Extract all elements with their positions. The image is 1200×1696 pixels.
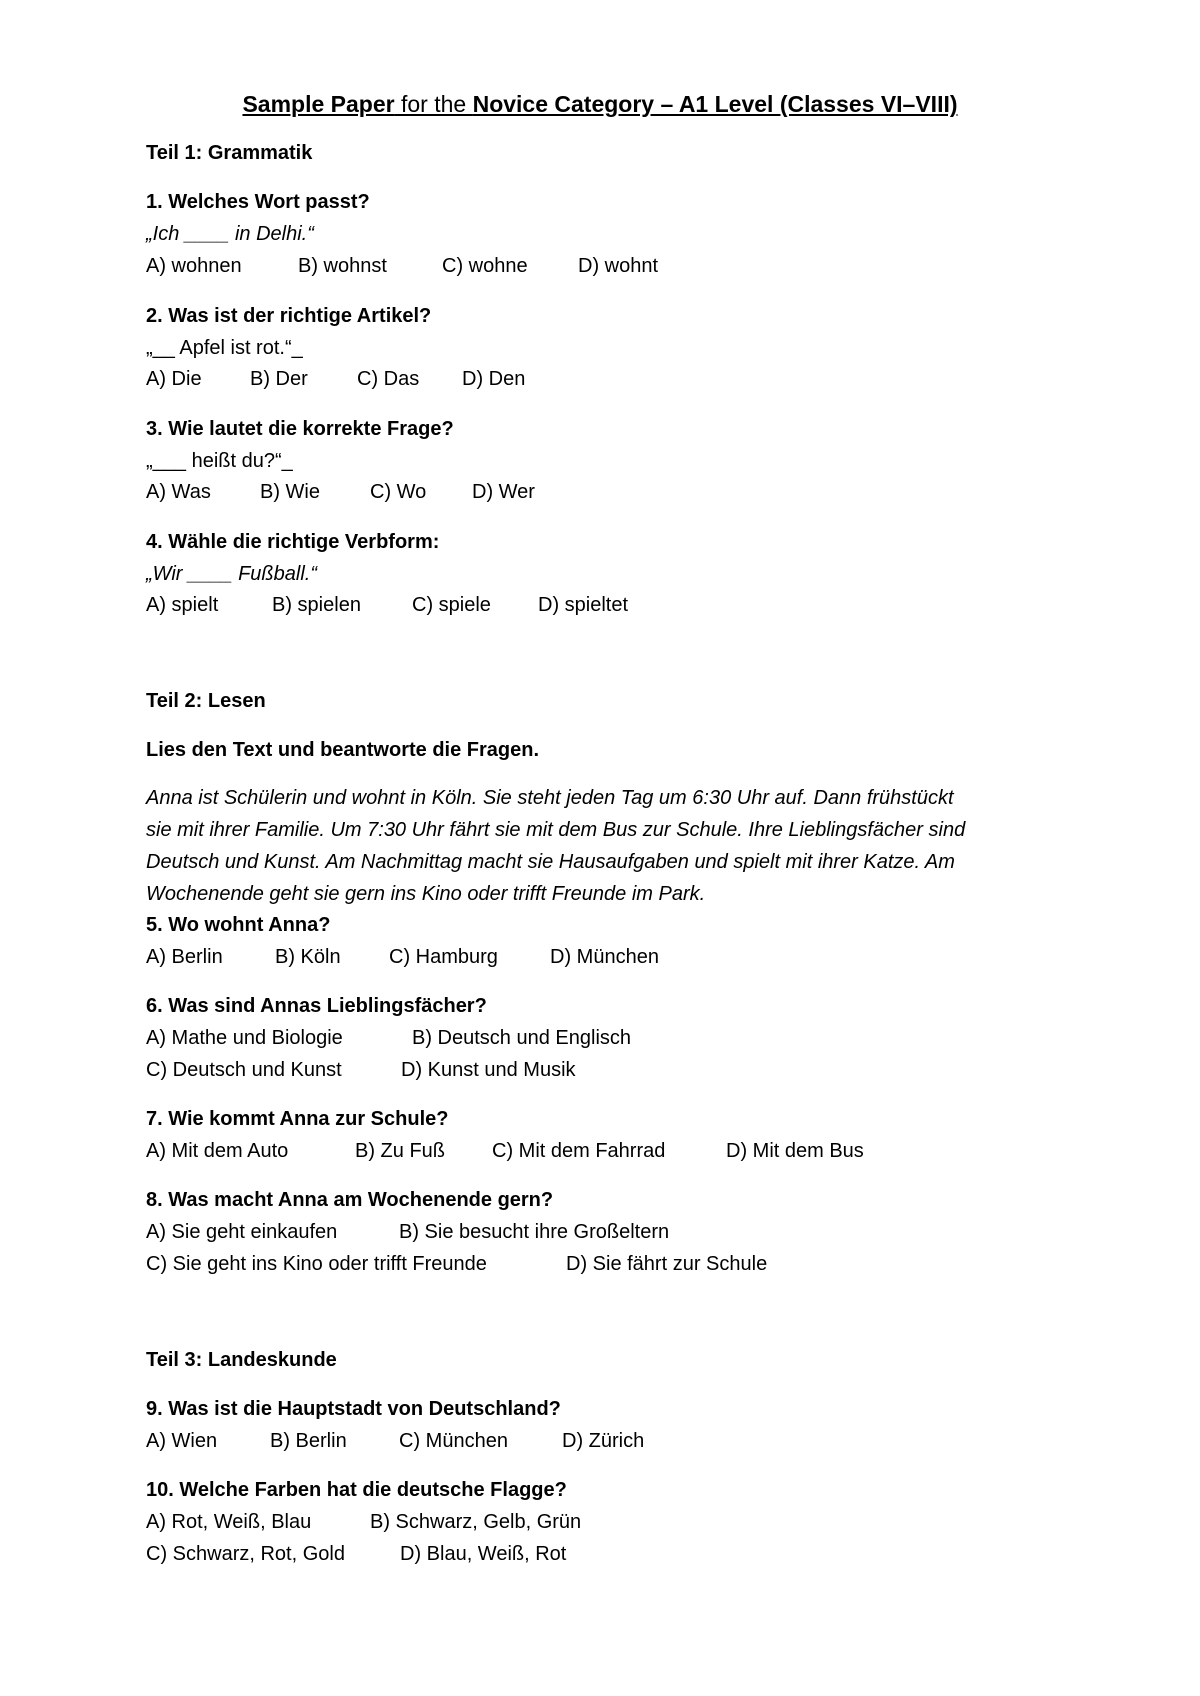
q8-option-c: C) Sie geht ins Kino oder trifft Freunde [146,1253,487,1275]
q3-option-a: A) Was [146,481,211,503]
reading-passage-line-2: sie mit ihrer Familie. Um 7:30 Uhr fährt sie mit dem Bus zur Schule. Ihre Lieblingsfächer sind [146,819,966,841]
q10-option-d: D) Blau, Weiß, Rot [400,1543,567,1565]
section-heading-teil1: Teil 1: Grammatik [146,142,313,164]
question-4: 4. Wähle die richtige Verbform: [146,531,440,553]
question-2-prompt: „__ Apfel ist rot.“_ [146,337,303,359]
q9-option-b: B) Berlin [270,1430,347,1452]
q4-option-b: B) spielen [272,594,361,616]
q8-option-d: D) Sie fährt zur Schule [566,1253,768,1275]
q10-option-b: B) Schwarz, Gelb, Grün [370,1511,582,1533]
q7-option-a: A) Mit dem Auto [146,1140,289,1162]
q2-option-a: A) Die [146,368,202,390]
q1-option-a: A) wohnen [146,255,242,277]
reading-passage-line-3: Deutsch und Kunst. Am Nachmittag macht sie Hausaufgaben und spielt mit ihrer Katze. Am [146,851,955,873]
q8-option-b: B) Sie besucht ihre Großeltern [399,1221,670,1243]
q6-option-d: D) Kunst und Musik [401,1059,576,1081]
q5-option-c: C) Hamburg [389,946,498,968]
q3-option-d: D) Wer [472,481,535,503]
question-4-prompt: „Wir ____ Fußball.“ [146,563,317,585]
q3-option-c: C) Wo [370,481,427,503]
question-10: 10. Welche Farben hat die deutsche Flagge? [146,1479,567,1501]
q8-option-a: A) Sie geht einkaufen [146,1221,338,1243]
page-title [0,89,1200,119]
q6-option-a: A) Mathe und Biologie [146,1027,343,1049]
q10-option-a: A) Rot, Weiß, Blau [146,1511,312,1533]
section-heading-teil3: Teil 3: Landeskunde [146,1349,337,1371]
q9-option-d: D) Zürich [562,1430,645,1452]
q5-option-a: A) Berlin [146,946,223,968]
q10-option-c: C) Schwarz, Rot, Gold [146,1543,345,1565]
question-7: 7. Wie kommt Anna zur Schule? [146,1108,449,1130]
q6-option-c: C) Deutsch und Kunst [146,1059,342,1081]
q5-option-d: D) München [550,946,659,968]
question-1: 1. Welches Wort passt? [146,191,370,213]
q7-option-b: B) Zu Fuß [355,1140,446,1162]
q9-option-a: A) Wien [146,1430,218,1452]
q2-option-d: D) Den [462,368,526,390]
reading-passage-line-4: Wochenende geht sie gern ins Kino oder trifft Freunde im Park. [146,883,706,905]
q4-option-d: D) spieltet [538,594,629,616]
q3-option-b: B) Wie [260,481,320,503]
question-3: 3. Wie lautet die korrekte Frage? [146,418,454,440]
q7-option-d: D) Mit dem Bus [726,1140,864,1162]
q7-option-c: C) Mit dem Fahrrad [492,1140,666,1162]
q9-option-c: C) München [399,1430,508,1452]
question-8: 8. Was macht Anna am Wochenende gern? [146,1189,554,1211]
q4-option-a: A) spielt [146,594,219,616]
q2-option-c: C) Das [357,368,420,390]
title-part-1: Sample Paper [242,91,395,117]
q6-option-b: B) Deutsch und Englisch [412,1027,632,1049]
reading-instruction: Lies den Text und beantworte die Fragen. [146,739,540,761]
question-6: 6. Was sind Annas Lieblingsfächer? [146,995,487,1017]
question-5: 5. Wo wohnt Anna? [146,914,331,936]
question-1-prompt: „Ich ____ in Delhi.“ [146,223,314,245]
title-part-3: Novice Category – A1 Level (Classes VI–VIII) [472,91,958,117]
q4-option-c: C) spiele [412,594,491,616]
q5-option-b: B) Köln [275,946,341,968]
title-part-2: for the [394,91,473,117]
question-2: 2. Was ist der richtige Artikel? [146,305,432,327]
question-3-prompt: „___ heißt du?“_ [146,450,293,472]
question-9: 9. Was ist die Hauptstadt von Deutschland? [146,1398,561,1420]
q1-option-c: C) wohne [442,255,528,277]
q1-option-d: D) wohnt [578,255,659,277]
section-heading-teil2: Teil 2: Lesen [146,690,266,712]
q1-option-b: B) wohnst [298,255,387,277]
q2-option-b: B) Der [250,368,308,390]
reading-passage-line-1: Anna ist Schülerin und wohnt in Köln. Sie steht jeden Tag um 6:30 Uhr auf. Dann frühstückt [146,787,954,809]
